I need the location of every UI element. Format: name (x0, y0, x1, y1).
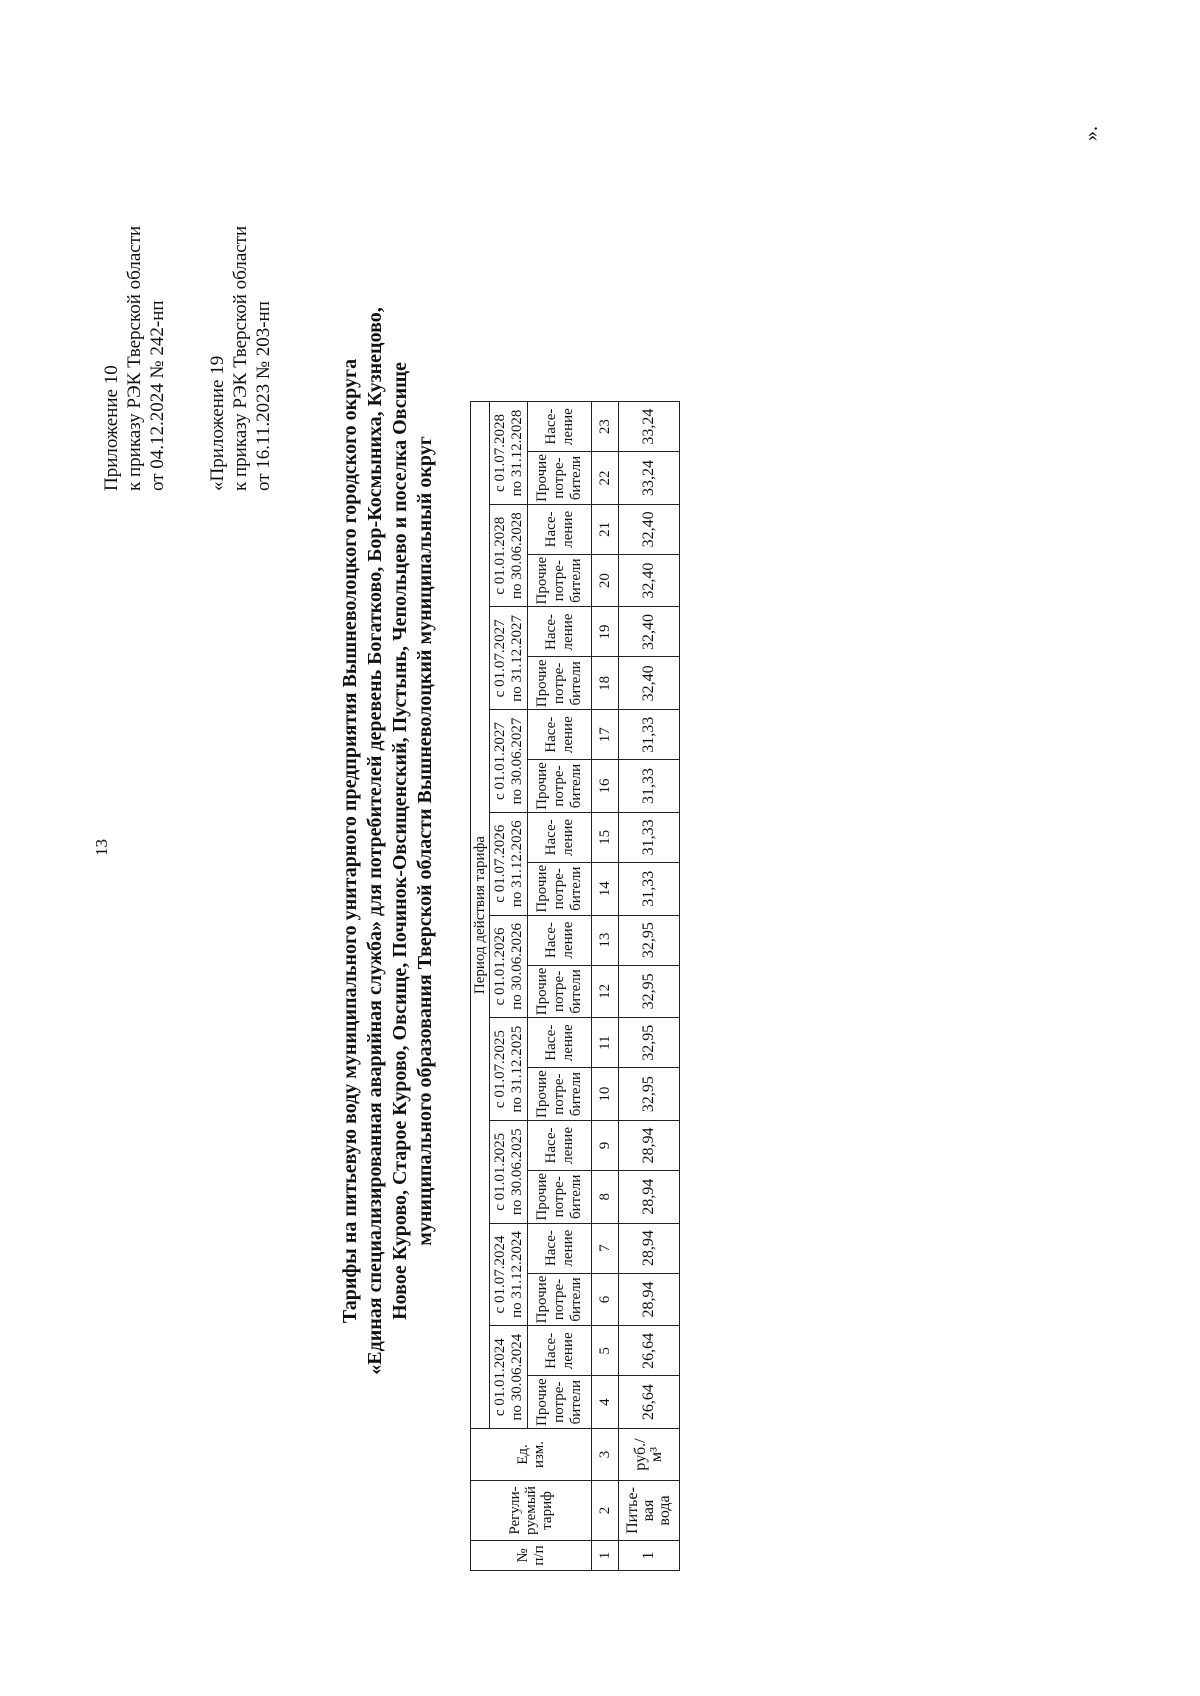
period-from: с 01.01.2024 (491, 1338, 508, 1417)
column-number: 4 (592, 1376, 619, 1429)
group-population: Насе-ление (528, 607, 592, 657)
period-from: с 01.07.2028 (491, 414, 508, 492)
period-to: по 31.12.2024 (508, 1231, 525, 1318)
column-number: 16 (592, 760, 619, 813)
group-population: Насе-ление (528, 1120, 592, 1170)
column-number: 7 (592, 1223, 619, 1273)
period-range-cell (490, 1326, 528, 1429)
period-range-cell (490, 1223, 528, 1326)
col-header-unit: Ед. изм. (471, 1429, 592, 1481)
group-population: Насе-ление (528, 1018, 592, 1068)
period-from: с 01.01.2028 (491, 516, 508, 595)
title-line1: Тарифы на питьевую воду муниципального унитарного предприятия Вышневолоцкого городского округа (339, 358, 361, 1324)
tariff-value: 28,94 (619, 1120, 680, 1170)
appendix-new-line2: к приказу РЭК Тверской области (124, 225, 145, 491)
tariff-value: 33,24 (619, 452, 680, 505)
appendix-old-line3: от 16.11.2023 № 203-нп (253, 301, 274, 491)
consumer-group-row (528, 402, 592, 1571)
period-to: по 31.12.2026 (508, 820, 525, 908)
group-population: Насе-ление (528, 402, 592, 452)
tariff-value: 32,95 (619, 965, 680, 1018)
group-population: Насе-ление (528, 1223, 592, 1273)
group-other-consumers: Прочие потре-бители (528, 1376, 592, 1429)
period-header-row (471, 402, 490, 1571)
tariff-value: 28,94 (619, 1170, 680, 1223)
appendix-old-line1: «Приложение 19 (207, 355, 228, 491)
group-other-consumers: Прочие потре-бители (528, 554, 592, 607)
period-range-cell (490, 402, 528, 505)
column-number: 3 (592, 1429, 619, 1481)
tariff-value: 32,95 (619, 1018, 680, 1068)
period-to: по 30.06.2025 (508, 1128, 525, 1216)
column-number: 12 (592, 965, 619, 1018)
col-header-no-line1: № (515, 1548, 531, 1563)
period-from: с 01.07.2025 (491, 1030, 508, 1109)
column-number: 8 (592, 1170, 619, 1223)
appendix-new-line3: от 04.12.2024 № 242-нп (147, 300, 168, 491)
period-to: по 31.12.2027 (508, 614, 525, 702)
period-range-cell (490, 1120, 528, 1223)
row-tariff: Питье-вая вода (619, 1481, 680, 1541)
period-header: Период действия тарифа (471, 402, 490, 1429)
period-to: по 30.06.2024 (508, 1333, 525, 1421)
document-title (338, 166, 438, 1516)
period-range-row (490, 402, 528, 1571)
group-other-consumers: Прочие потре-бители (528, 862, 592, 915)
period-to: по 31.12.2028 (508, 409, 525, 497)
column-number: 6 (592, 1273, 619, 1326)
column-number: 15 (592, 812, 619, 862)
group-other-consumers: Прочие потре-бители (528, 657, 592, 710)
column-number: 5 (592, 1326, 619, 1376)
period-from: с 01.07.2026 (491, 824, 508, 903)
period-range-cell (490, 812, 528, 915)
period-to: по 31.12.2025 (508, 1025, 525, 1113)
column-number: 13 (592, 915, 619, 965)
column-number: 19 (592, 607, 619, 657)
tariff-value: 31,33 (619, 710, 680, 760)
group-other-consumers: Прочие потре-бители (528, 965, 592, 1018)
tariff-value: 26,64 (619, 1376, 680, 1429)
group-population: Насе-ление (528, 915, 592, 965)
column-number: 23 (592, 402, 619, 452)
period-range-cell (490, 607, 528, 710)
period-from: с 01.01.2026 (491, 927, 508, 1006)
tariff-value: 31,33 (619, 812, 680, 862)
group-population: Насе-ление (528, 1326, 592, 1376)
period-range-cell (490, 915, 528, 1018)
col-header-no-line2: п/п (531, 1545, 547, 1566)
column-number: 9 (592, 1120, 619, 1170)
tariff-value: 32,95 (619, 915, 680, 965)
period-range-cell (490, 504, 528, 607)
group-other-consumers: Прочие потре-бители (528, 1170, 592, 1223)
group-other-consumers: Прочие потре-бители (528, 452, 592, 505)
group-population: Насе-ление (528, 812, 592, 862)
page-number: 13 (92, 839, 111, 856)
col-header-tariff: Регули-руемый тариф (471, 1481, 592, 1541)
column-number-row (592, 402, 619, 1571)
title-line2: «Единая специализированная аварийная служба» для потребителей деревень Богатково, Бор-Космыниха, Кузнецово, (364, 307, 386, 1375)
title-line3: Новое Курово, Старое Курово, Овсище, Починок-Овсищенский, Пустынь, Чепольцево и поселка Овсище (389, 362, 411, 1320)
column-number: 10 (592, 1068, 619, 1121)
group-other-consumers: Прочие потре-бители (528, 760, 592, 813)
tariff-value: 32,40 (619, 504, 680, 554)
period-from: с 01.07.2027 (491, 619, 508, 698)
period-from: с 01.07.2024 (491, 1235, 508, 1314)
tariff-value: 26,64 (619, 1326, 680, 1376)
column-number: 17 (592, 710, 619, 760)
appendix-old-line2: к приказу РЭК Тверской области (230, 225, 251, 491)
period-from: с 01.01.2025 (491, 1132, 508, 1211)
tariff-value: 28,94 (619, 1273, 680, 1326)
column-number: 2 (592, 1481, 619, 1541)
group-other-consumers: Прочие потре-бители (528, 1273, 592, 1326)
period-to: по 30.06.2026 (508, 923, 525, 1010)
title-line4: муниципального образования Тверской области Вышневолоцкий муниципальный округ (414, 436, 436, 1246)
period-to: по 30.06.2027 (508, 717, 525, 805)
column-number: 14 (592, 862, 619, 915)
table-row (619, 402, 680, 1571)
column-number: 21 (592, 504, 619, 554)
period-range-cell (490, 710, 528, 813)
group-population: Насе-ление (528, 710, 592, 760)
tariff-value: 32,40 (619, 607, 680, 657)
tariff-value: 32,95 (619, 1068, 680, 1121)
tariff-value: 28,94 (619, 1223, 680, 1273)
row-unit: руб./м³ (619, 1429, 680, 1481)
period-to: по 30.06.2028 (508, 512, 525, 600)
column-number: 18 (592, 657, 619, 710)
tariff-table (470, 401, 680, 1571)
group-other-consumers: Прочие потре-бители (528, 1068, 592, 1121)
period-from: с 01.01.2027 (491, 722, 508, 800)
tariff-value: 31,33 (619, 760, 680, 813)
appendix-header-new (100, 226, 169, 491)
column-number: 20 (592, 554, 619, 607)
appendix-header-old (206, 226, 275, 491)
column-number: 22 (592, 452, 619, 505)
tariff-value: 33,24 (619, 402, 680, 452)
tariff-value: 32,40 (619, 657, 680, 710)
period-range-cell (490, 1018, 528, 1121)
row-no: 1 (619, 1541, 680, 1571)
column-number: 11 (592, 1018, 619, 1068)
appendix-new-line1: Приложение 10 (101, 365, 122, 491)
col-header-no (471, 1541, 592, 1571)
group-population: Насе-ление (528, 504, 592, 554)
closing-quote-mark: ». (1080, 126, 1102, 141)
tariff-value: 32,40 (619, 554, 680, 607)
column-number: 1 (592, 1541, 619, 1571)
tariff-value: 31,33 (619, 862, 680, 915)
